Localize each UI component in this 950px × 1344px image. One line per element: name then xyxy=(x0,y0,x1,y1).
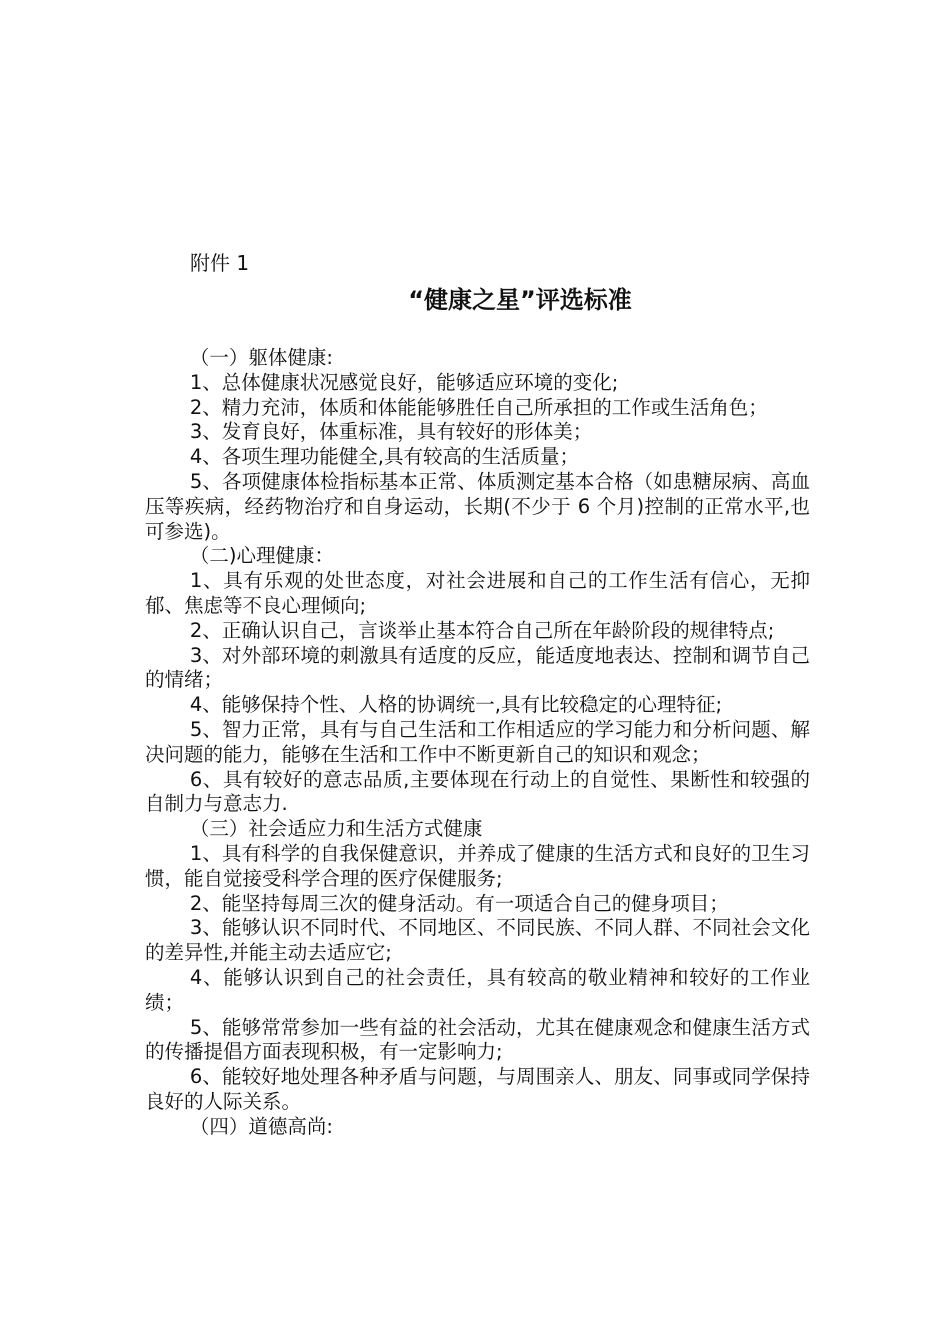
list-item: 1、具有乐观的处世态度，对社会进展和自己的工作生活有信心，无抑郁、焦虑等不良心理倾向; xyxy=(145,569,810,617)
list-item: 4、能够认识到自己的社会责任，具有较高的敬业精神和较好的工作业绩； xyxy=(145,965,810,1014)
attachment-label: 附件 1 xyxy=(190,251,250,275)
section-heading-social: （三）社会适应力和生活方式健康 xyxy=(189,817,483,841)
list-item: 3、对外部环境的刺激具有适度的反应，能适度地表达、控制和调节自己的情绪； xyxy=(145,643,810,692)
section-heading-moral: （四）道德高尚: xyxy=(189,1114,333,1138)
list-item: 2、能坚持每周三次的健身活动。有一项适合自己的健身项目； xyxy=(189,891,729,915)
document-body xyxy=(145,346,810,1140)
list-item: 2、正确认识自己，言谈举止基本符合自己所在年龄阶段的规律特点; xyxy=(189,618,775,642)
list-item: 6、能较好地处理各种矛盾与问题，与周围亲人、朋友、同事或同学保持良好的人际关系。 xyxy=(145,1065,810,1113)
list-item: 1、总体健康状况感觉良好，能够适应环境的变化; xyxy=(189,370,619,394)
list-item: 5、智力正常，具有与自己生活和工作相适应的学习能力和分析问题、解决问题的能力，能够在生活和工作中不断更新自己的知识和观念； xyxy=(145,717,810,766)
list-item: 1、具有科学的自我保健意识，并养成了健康的生活方式和良好的卫生习惯，能自觉接受科学合理的医疗保健服务; xyxy=(145,841,810,890)
list-item: 2、精力充沛，体质和体能能够胜任自己所承担的工作或生活角色； xyxy=(189,395,768,419)
section-heading-physical: （一）躯体健康: xyxy=(189,346,333,369)
section-heading-mental: （二)心理健康： xyxy=(189,544,334,568)
list-item: 5、能够常常参加一些有益的社会活动，尤其在健康观念和健康生活方式的传播提倡方面表现积极，有一定影响力; xyxy=(145,1015,810,1064)
list-item: 3、能够认识不同时代、不同地区、不同民族、不同人群、不同社会文化的差异性,并能主动去适应它; xyxy=(145,916,810,965)
document-title: “健康之星”评选标准 xyxy=(408,286,632,314)
list-item: 4、能够保持个性、人格的协调统一,具有比较稳定的心理特征; xyxy=(189,693,723,717)
list-item: 4、各项生理功能健全,具有较高的生活质量； xyxy=(189,445,579,469)
list-item: 6、具有较好的意志品质,主要体现在行动上的自觉性、果断性和较强的自制力与意志力. xyxy=(145,767,810,816)
list-item: 3、发育良好，体重标准，具有较好的形体美； xyxy=(189,420,593,444)
list-item: 5、各项健康体检指标基本正常、体质测定基本合格（如患糖尿病、高血压等疾病，经药物治疗和自身运动，长期(不少于 6 个月)控制的正常水平,也可参选)。 xyxy=(145,469,810,543)
